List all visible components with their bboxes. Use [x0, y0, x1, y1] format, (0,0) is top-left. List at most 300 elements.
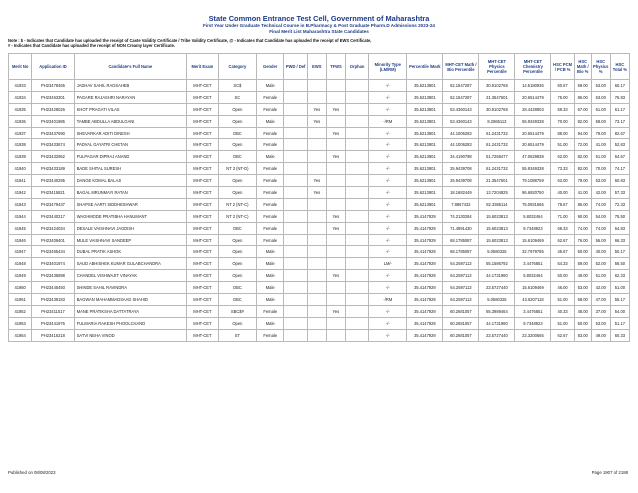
table-cell: 69.33 [551, 222, 574, 234]
table-cell: 9.7348923 [515, 317, 551, 329]
table-cell: 51.7268477 [479, 151, 515, 163]
table-cell: 60.2681057 [443, 317, 479, 329]
table-cell: 54.00 [610, 305, 629, 317]
table-cell: 50.00 [574, 246, 591, 258]
table-cell: 53.4360143 [443, 115, 479, 127]
page-number: Page 1907 of 2188 [591, 470, 628, 475]
table-cell: -/- [369, 222, 407, 234]
table-cell: 41940 [9, 163, 32, 175]
table-cell: Yes [307, 115, 326, 127]
table-cell: 58.00 [574, 294, 591, 306]
table-cell [284, 80, 307, 92]
table-cell [284, 175, 307, 187]
table-cell: 20.6514479 [515, 127, 551, 139]
table-cell: 21.3547601 [479, 175, 515, 187]
table-cell [345, 151, 368, 163]
table-cell: PAGARE RAJASHRI NARAYAN [74, 91, 186, 103]
table-cell: 82.00 [574, 115, 591, 127]
table-cell: 35.4147929 [407, 317, 443, 329]
table-cell: 35.6213901 [407, 115, 443, 127]
table-cell: PH23433189 [32, 163, 74, 175]
table-cell: OBC [218, 282, 256, 294]
table-cell: 15.6023813 [479, 210, 515, 222]
table-cell: Open [218, 187, 256, 199]
table-row [9, 198, 630, 210]
table-cell [307, 234, 326, 246]
table-cell: -/- [369, 329, 407, 341]
table-cell: 61.00 [591, 103, 610, 115]
table-cell: 56.00 [591, 234, 610, 246]
table-cell: Open [218, 175, 256, 187]
table-cell: Open [218, 115, 256, 127]
table-cell: 3.4476851 [515, 258, 551, 270]
table-cell [284, 198, 307, 210]
table-cell: SHEVARKAR ADITI DINESH [74, 127, 186, 139]
table-cell: 41951 [9, 294, 32, 306]
table-cell: 49.00 [591, 329, 610, 341]
table-cell: BAGWAN MAHAMMADSAAD SHAHID [74, 294, 186, 306]
table-row [9, 222, 630, 234]
table-cell: 35.6213901 [407, 139, 443, 151]
table-cell: 94.00 [574, 127, 591, 139]
table-cell: PH23409401 [32, 234, 74, 246]
column-header: Gender [256, 54, 284, 80]
table-cell [284, 139, 307, 151]
table-cell: 30.9102768 [479, 80, 515, 92]
table-cell: SHINDE SAHIL RAVINDRA [74, 282, 186, 294]
table-cell: 44.1731980 [479, 270, 515, 282]
table-cell: 40.00 [591, 246, 610, 258]
table-cell [345, 282, 368, 294]
table-cell [307, 270, 326, 282]
table-cell: BADE SHITAL SURESH [74, 163, 186, 175]
table-cell: 41950 [9, 282, 32, 294]
table-cell: 9.7348923 [515, 222, 551, 234]
table-row [9, 163, 630, 175]
table-cell: TAMBE ABDULLA ABDULGANI [74, 115, 186, 127]
table-cell: Male [256, 115, 284, 127]
table-cell: 25.9439708 [443, 175, 479, 187]
table-cell: 35.6213901 [407, 151, 443, 163]
table-cell [326, 198, 345, 210]
table-cell: 64.2597113 [443, 270, 479, 282]
table-cell: -/- [369, 210, 407, 222]
table-cell: OBC [218, 222, 256, 234]
table-cell: 61.2431732 [479, 163, 515, 175]
table-cell: 41945 [9, 222, 32, 234]
table-cell [284, 317, 307, 329]
column-header: HSC Total % [610, 54, 629, 80]
table-cell: SATVI NEHA VINOD [74, 329, 186, 341]
table-cell: PH23416218 [32, 329, 74, 341]
table-cell [326, 246, 345, 258]
table-cell: 32.7979785 [515, 246, 551, 258]
table-cell: 64.67 [610, 151, 629, 163]
table-cell: 51.00 [591, 270, 610, 282]
table-cell: 35.6213901 [407, 127, 443, 139]
table-cell: 41954 [9, 329, 32, 341]
column-header: Candidate's Full Name [74, 54, 186, 80]
table-cell: Yes [326, 222, 345, 234]
table-cell: -/RM [369, 294, 407, 306]
table-cell [284, 163, 307, 175]
table-cell: 51.00 [610, 282, 629, 294]
table-cell [345, 127, 368, 139]
table-cell: 74.00 [591, 222, 610, 234]
table-cell: 41946 [9, 234, 32, 246]
table-cell [326, 258, 345, 270]
table-cell: 74.00 [591, 198, 610, 210]
table-cell: 67.00 [574, 103, 591, 115]
table-cell: 83.00 [574, 329, 591, 341]
table-cell [284, 270, 307, 282]
table-cell: Male [256, 151, 284, 163]
table-cell: 41942 [9, 187, 32, 199]
table-cell: NT 2 (NT-C) [218, 210, 256, 222]
table-cell: 35.6213901 [407, 163, 443, 175]
table-row [9, 234, 630, 246]
table-cell: 40.33 [551, 305, 574, 317]
table-cell: 86.00 [574, 198, 591, 210]
merit-list-table [8, 53, 630, 342]
table-cell: 20.6514479 [515, 91, 551, 103]
table-cell: MHT-CET [187, 80, 219, 92]
table-cell: Male [256, 294, 284, 306]
table-cell: 71.00 [551, 210, 574, 222]
table-cell: PH23445493 [32, 282, 74, 294]
table-cell: 62.33 [610, 270, 629, 282]
table-cell: -/- [369, 80, 407, 92]
table-cell [345, 139, 368, 151]
table-cell [284, 187, 307, 199]
table-cell [345, 305, 368, 317]
table-cell: MHT-CET [187, 103, 219, 115]
table-cell: 61.2431732 [479, 139, 515, 151]
table-cell: 51.00 [551, 139, 574, 151]
table-cell [345, 175, 368, 187]
table-cell: PH23428026 [32, 103, 74, 115]
table-cell [284, 210, 307, 222]
table-cell: PH23435898 [32, 270, 74, 282]
table-cell: DUBAL PRATIK ASHOK [74, 246, 186, 258]
table-cell: 28.4428903 [515, 103, 551, 115]
notes [8, 38, 630, 49]
table-row [9, 270, 630, 282]
table-cell [307, 258, 326, 270]
table-cell: -/- [369, 151, 407, 163]
table-cell: Yes [307, 175, 326, 187]
table-cell: 62.1547287 [443, 80, 479, 92]
table-cell: PH23437690 [32, 127, 74, 139]
table-cell: PH23441976 [32, 317, 74, 329]
table-cell: MHT-CET [187, 91, 219, 103]
table-cell: PH23465434 [32, 246, 74, 258]
table-body [9, 80, 630, 342]
table-cell: Male [256, 258, 284, 270]
table-cell: MHT-CET [187, 163, 219, 175]
table-cell: 41952 [9, 305, 32, 317]
table-row [9, 139, 630, 151]
table-cell: 41933 [9, 80, 32, 92]
table-cell: 43.6207118 [515, 294, 551, 306]
table-cell [307, 210, 326, 222]
table-cell: 78.67 [551, 198, 574, 210]
table-cell: 64.2597113 [443, 258, 479, 270]
table-cell [284, 115, 307, 127]
table-cell: MHT-CET [187, 139, 219, 151]
table-row [9, 329, 630, 341]
table-cell: 50.00 [551, 270, 574, 282]
table-cell: 41938 [9, 139, 32, 151]
table-row [9, 127, 630, 139]
table-cell: -/- [369, 317, 407, 329]
table-cell: 41.00 [591, 139, 610, 151]
table-cell: -/- [369, 139, 407, 151]
table-cell: WAGHMODE PRATIBHA HANUMANT [74, 210, 186, 222]
note-line-1: Note : $ - Indicates that Candidate has uploaded the receipt of Caste Validity Certificate / Tribe Validity Certificate, @ - Indicates that Candidate has uploaded the receipt of EWS Certificate, [8, 38, 372, 43]
table-cell: 41943 [9, 198, 32, 210]
table-cell: 79.00 [591, 127, 610, 139]
table-cell: 23.3200565 [515, 329, 551, 341]
table-cell [326, 175, 345, 187]
table-cell: MHT-CET [187, 151, 219, 163]
table-cell: 44.1006283 [443, 127, 479, 139]
table-cell: 74.17 [610, 163, 629, 175]
table-cell: 41.00 [574, 187, 591, 199]
column-header: Merit No [9, 54, 32, 80]
table-cell: 64.2597113 [443, 294, 479, 306]
table-cell [307, 80, 326, 92]
table-cell: 35.4147929 [407, 258, 443, 270]
table-cell [326, 163, 345, 175]
table-cell [345, 317, 368, 329]
table-cell: Yes [326, 127, 345, 139]
table-cell: Yes [307, 187, 326, 199]
table-cell: Female [256, 222, 284, 234]
table-cell: 53.00 [591, 80, 610, 92]
table-cell: 20.6514479 [515, 139, 551, 151]
table-cell: 34.4190798 [443, 151, 479, 163]
table-cell: Yes [326, 305, 345, 317]
column-header: TFWS [326, 54, 345, 80]
table-cell: Female [256, 305, 284, 317]
table-cell: 46.00 [551, 282, 574, 294]
column-header: Application ID [32, 54, 74, 80]
table-cell: Male [256, 270, 284, 282]
column-header: HSC PCM / PCB % [551, 54, 574, 80]
page-header [0, 14, 638, 35]
table-row [9, 187, 630, 199]
table-cell: 40.00 [551, 187, 574, 199]
table-cell: CHANDEL VISHWAJIT VINAYAK [74, 270, 186, 282]
table-cell: 60.67 [551, 80, 574, 92]
table-cell: PADVAL GAYATRI CHETAN [74, 139, 186, 151]
table-cell: MHT-CET [187, 305, 219, 317]
table-cell: 69.00 [574, 80, 591, 92]
table-cell: PH23440295 [32, 175, 74, 187]
table-cell: MHT-CET [187, 329, 219, 341]
table-cell: MHT-CET [187, 198, 219, 210]
table-cell: 42.00 [591, 187, 610, 199]
table-cell: Female [256, 210, 284, 222]
table-cell: 53.00 [591, 175, 610, 187]
table-cell: 60.33 [610, 329, 629, 341]
column-header: HSC Physics % [591, 54, 610, 80]
table-cell: 52.83 [610, 139, 629, 151]
table-cell [284, 329, 307, 341]
column-header: MHT-CET Physics Percentile [479, 54, 515, 80]
table-row [9, 151, 630, 163]
table-cell: 50.17 [610, 246, 629, 258]
table-cell: 15.6023813 [479, 234, 515, 246]
table-cell: -/- [369, 91, 407, 103]
table-cell: 60.2681057 [443, 329, 479, 341]
table-cell: 35.6213901 [407, 80, 443, 92]
table-cell: 60.83 [610, 175, 629, 187]
table-cell: 75.0931566 [515, 198, 551, 210]
table-cell: BAGAL MRUNMAYI RATAN [74, 187, 186, 199]
table-cell: Female [256, 187, 284, 199]
table-cell: 41949 [9, 270, 32, 282]
column-header: MHT-CET Math / Bio Percentile [443, 54, 479, 80]
table-cell: MHT-CET [187, 234, 219, 246]
table-cell: 82.00 [574, 163, 591, 175]
table-cell [307, 151, 326, 163]
table-cell: Open [218, 139, 256, 151]
table-cell [284, 222, 307, 234]
table-cell: 44.1731980 [479, 317, 515, 329]
table-cell: 68.1785087 [443, 234, 479, 246]
table-cell: 62.1547287 [443, 91, 479, 103]
table-cell: 71.4891430 [443, 222, 479, 234]
table-cell: PH23439183 [32, 294, 74, 306]
table-cell: 66.33 [610, 234, 629, 246]
table-cell: FULMARIA RAKESH PHOOLCHAND [74, 317, 186, 329]
table-cell: 79.00 [574, 175, 591, 187]
table-row [9, 317, 630, 329]
table-header-row [9, 54, 630, 80]
table-cell [307, 282, 326, 294]
table-cell: 63.00 [591, 91, 610, 103]
table-cell: DESALE VAISHNAVI JAGDISH [74, 222, 186, 234]
table-cell: PH23415821 [32, 187, 74, 199]
table-cell: 55.17 [610, 294, 629, 306]
table-cell: DANGE KOMAL BALAJI [74, 175, 186, 187]
table-cell: 47.00 [591, 294, 610, 306]
table-cell: 48.00 [574, 305, 591, 317]
table-cell [326, 234, 345, 246]
table-cell [284, 127, 307, 139]
table-cell: 18.1682449 [443, 187, 479, 199]
table-cell [345, 115, 368, 127]
table-cell: NT 2 (NT-C) [218, 198, 256, 210]
page-title: State Common Entrance Test Cell, Government of Maharashtra [208, 14, 430, 23]
table-cell: MANE PRATIKSHA DATTATRAYA [74, 305, 186, 317]
table-cell: 86.00 [574, 91, 591, 103]
table-cell: 35.6213901 [407, 91, 443, 103]
table-cell: 35.6213901 [407, 175, 443, 187]
table-cell: 73.33 [551, 163, 574, 175]
table-cell [345, 103, 368, 115]
table-row [9, 210, 630, 222]
table-cell [345, 258, 368, 270]
table-cell: Female [256, 329, 284, 341]
table-cell: 64.2597113 [443, 282, 479, 294]
table-cell [345, 246, 368, 258]
table-cell: 41948 [9, 258, 32, 270]
table-row [9, 282, 630, 294]
table-cell: MHT-CET [187, 175, 219, 187]
table-cell: OBC [218, 294, 256, 306]
column-header: Orphan [345, 54, 368, 80]
table-cell: 55.9349338 [515, 115, 551, 127]
table-cell: Open [218, 270, 256, 282]
table-cell: PH23440217 [32, 210, 74, 222]
table-cell: SHAPSE AARTI SIDDHESHWAR [74, 198, 186, 210]
table-cell: SAUD ABHISHEK KUMAR GULABCHANDRA [74, 258, 186, 270]
table-cell: 88.00 [551, 127, 574, 139]
table-cell: 47.0629838 [515, 151, 551, 163]
table-cell: 54.00 [591, 210, 610, 222]
table-cell [284, 294, 307, 306]
table-cell: 5.0580325 [479, 294, 515, 306]
table-cell: -/- [369, 270, 407, 282]
list-name: Final Merit List Maharashtra State Candidates [269, 29, 369, 34]
column-header: Minority Type (LM/RM) [369, 54, 407, 80]
table-cell: Male [256, 282, 284, 294]
table-cell: 74.00 [574, 222, 591, 234]
table-cell [307, 198, 326, 210]
table-cell: -/- [369, 187, 407, 199]
table-cell: Female [256, 163, 284, 175]
table-cell: MHT-CET [187, 270, 219, 282]
table-cell: 62.67 [551, 329, 574, 341]
table-cell [284, 234, 307, 246]
table-cell: -/- [369, 103, 407, 115]
table-cell [345, 80, 368, 92]
table-cell [284, 91, 307, 103]
column-header: HSC Math / Bio % [574, 54, 591, 80]
table-cell: MHT-CET [187, 210, 219, 222]
table-cell: PH23424034 [32, 222, 74, 234]
table-cell: 74.2130284 [443, 210, 479, 222]
table-cell: -/- [369, 163, 407, 175]
column-header: PWD / Def [284, 54, 307, 80]
column-header: EWS [307, 54, 326, 80]
table-row [9, 305, 630, 317]
table-cell: 58.50 [610, 258, 629, 270]
table-cell: 60.17 [610, 80, 629, 92]
table-cell: OBC [218, 151, 256, 163]
table-cell: 70.00 [551, 115, 574, 127]
table-cell: 68.1785087 [443, 246, 479, 258]
column-header: Merit Exam [187, 54, 219, 80]
table-cell: OBC [218, 127, 256, 139]
table-cell: 72.00 [574, 139, 591, 151]
table-cell: MHT-CET [187, 187, 219, 199]
table-cell: -/- [369, 246, 407, 258]
table-cell: Yes [326, 210, 345, 222]
table-cell: Yes [326, 103, 345, 115]
table-cell: Yes [326, 270, 345, 282]
table-cell: -/- [369, 127, 407, 139]
table-cell: 14.5180936 [515, 80, 551, 92]
table-row [9, 80, 630, 92]
table-cell: 63.00 [551, 175, 574, 187]
table-cell: 3.4476851 [515, 305, 551, 317]
table-cell: 35.4147929 [407, 329, 443, 341]
table-cell: 35.6213901 [407, 198, 443, 210]
